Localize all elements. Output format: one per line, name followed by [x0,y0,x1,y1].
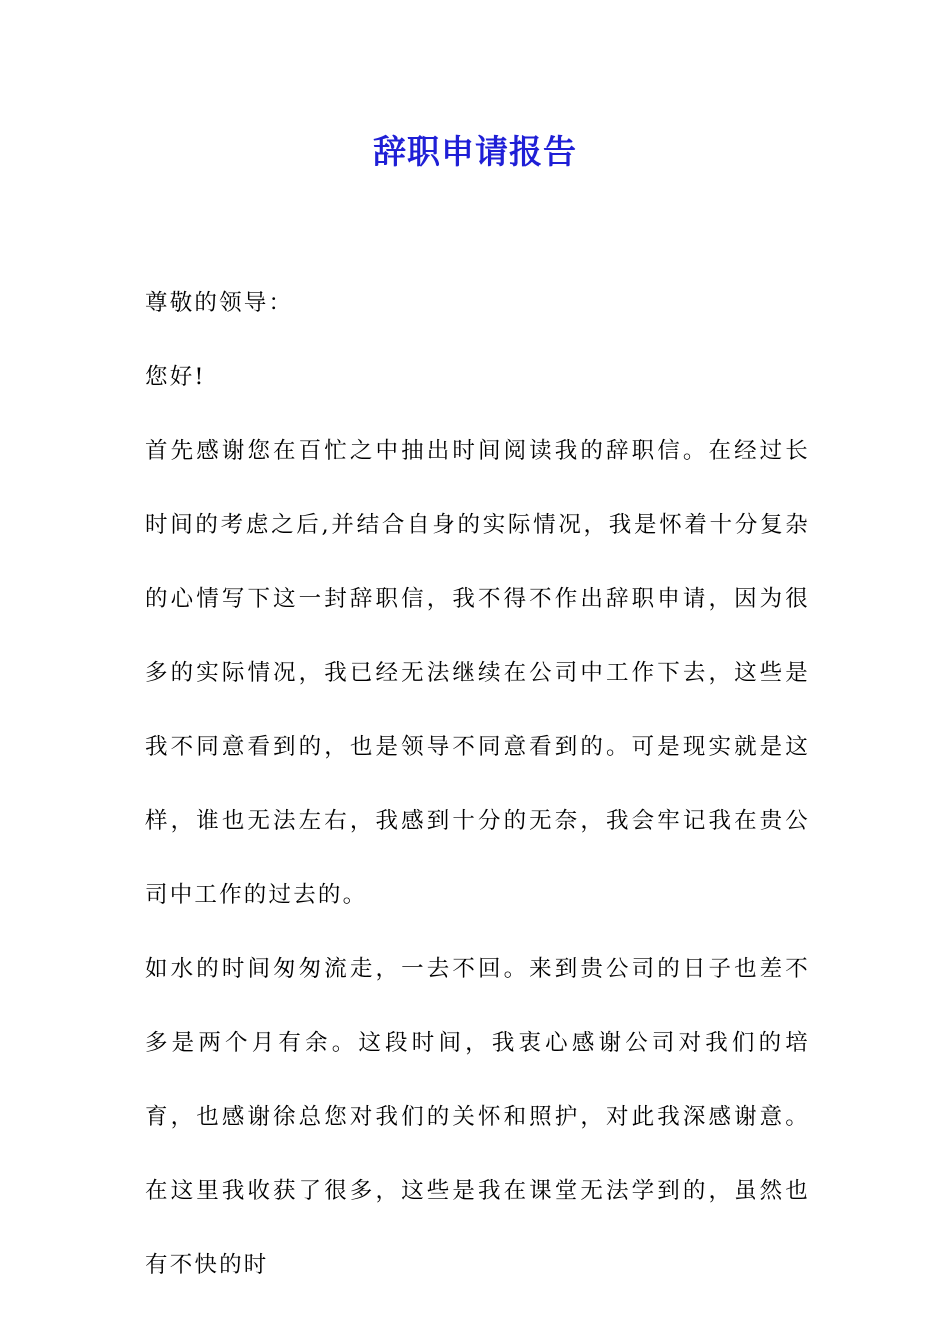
salutation: 尊敬的领导： [145,290,294,316]
document-title: 辞职申请报告 [373,132,577,171]
greeting: 您好! [145,364,206,390]
paragraph-2: 如水的时间匆匆流走，一去不回。来到贵公司的日子也差不多是两个月有余。这段时间，我衷心感谢公司对我们的培育，也感谢徐总您对我们的关怀和照护，对此我深感谢意。在这里我收获了很多，这些是我在课堂无法学到的，虽然也有不快的时 [145,956,810,1278]
letter-body [145,266,810,1302]
paragraph-1: 首先感谢您在百忙之中抽出时间阅读我的辞职信。在经过长时间的考虑之后,并结合自身的实际情况，我是怀着十分复杂的心情写下这一封辞职信，我不得不作出辞职申请，因为很多的实际情况，我已经无法继续在公司中工作下去，这些是我不同意看到的，也是领导不同意看到的。可是现实就是这样，谁也无法左右，我感到十分的无奈，我会牢记我在贵公司中工作的过去的。 [145,438,810,908]
